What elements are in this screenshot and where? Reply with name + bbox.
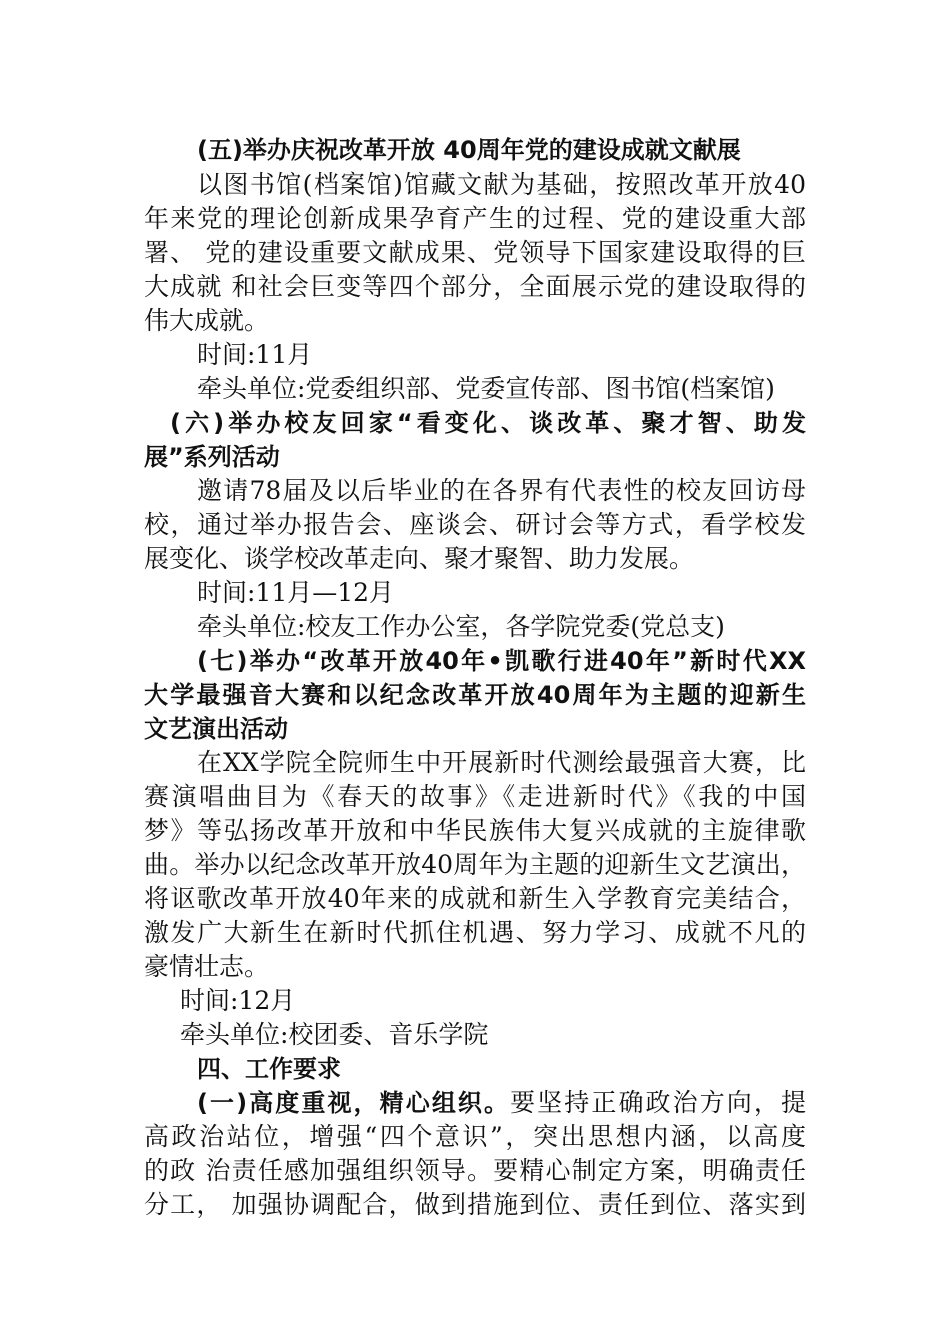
paragraph-line: 校，通过举办报告会、座谈会、研讨会等方式，看学校发 xyxy=(144,510,806,539)
paragraph-line: 署、 党的建设重要文献成果、党领导下国家建设取得的巨 xyxy=(144,238,806,267)
paragraph-line: 展变化、谈学校改革走向、聚才聚智、助力发展。 xyxy=(144,544,695,573)
paragraph-line: 将讴歌改革开放40年来的成就和新生入学教育完美结合， xyxy=(144,884,806,913)
paragraph-line: 分工， 加强协调配合，做到措施到位、责任到位、落实到 xyxy=(144,1190,806,1219)
time-line: 时间:11月—12月 xyxy=(197,578,395,607)
time-line: 时间:12月 xyxy=(180,986,296,1015)
paragraph-line: 邀请78届及以后毕业的在各界有代表性的校友回访母 xyxy=(197,476,806,505)
paragraph-line: 曲。举办以纪念改革开放40周年为主题的迎新生文艺演出， xyxy=(144,850,806,879)
part-heading: 四、工作要求 xyxy=(197,1055,341,1083)
section-heading: (六)举办校友回家“看变化、谈改革、聚才智、助发 xyxy=(170,409,806,437)
paragraph-line: 以图书馆(档案馆)馆藏文献为基础，按照改革开放40 xyxy=(197,170,806,199)
paragraph-line xyxy=(197,1086,806,1120)
paragraph-line: 梦》等弘扬改革开放和中华民族伟大复兴成就的主旋律歌 xyxy=(144,816,806,845)
paragraph-line: 激发广大新生在新时代抓住机遇、努力学习、成就不凡的 xyxy=(144,918,806,947)
section-heading: 大学最强音大赛和以纪念改革开放40周年为主题的迎新生 xyxy=(144,681,806,709)
lead-unit-line: 牵头单位:校友工作办公室，各学院党委(党总支) xyxy=(197,612,725,641)
paragraph-line: 的政 治责任感加强组织领导。要精心制定方案，明确责任 xyxy=(144,1156,806,1185)
section-heading: 文艺演出活动 xyxy=(144,715,288,743)
paragraph-line: 高政治站位，增强“四个意识”，突出思想内涵，以高度 xyxy=(144,1122,806,1151)
lead-unit-line: 牵头单位:党委组织部、党委宣传部、图书馆(档案馆) xyxy=(197,374,775,403)
item-text: 要坚持正确政治方向，提 xyxy=(510,1088,806,1117)
time-line: 时间:11月 xyxy=(197,340,313,369)
section-heading: 展”系列活动 xyxy=(144,443,280,471)
paragraph-line: 赛演唱曲目为《春天的故事》《走进新时代》《我的中国 xyxy=(144,782,806,811)
item-lead-phrase: (一)高度重视，精心组织。 xyxy=(197,1089,511,1117)
section-heading: (七)举办“改革开放40年•凯歌行进40年”新时代XX xyxy=(197,647,806,675)
paragraph-line: 大成就 和社会巨变等四个部分，全面展示党的建设取得的 xyxy=(144,272,806,301)
section-heading: (五)举办庆祝改革开放 40周年党的建设成就文献展 xyxy=(197,136,741,164)
paragraph-line: 在XX学院全院师生中开展新时代测绘最强音大赛，比 xyxy=(197,748,806,777)
paragraph-line: 豪情壮志。 xyxy=(144,952,270,981)
paragraph-line: 伟大成就。 xyxy=(144,306,270,335)
paragraph-line: 年来党的理论创新成果孕育产生的过程、党的建设重大部 xyxy=(144,204,806,233)
lead-unit-line: 牵头单位:校团委、音乐学院 xyxy=(180,1020,489,1049)
